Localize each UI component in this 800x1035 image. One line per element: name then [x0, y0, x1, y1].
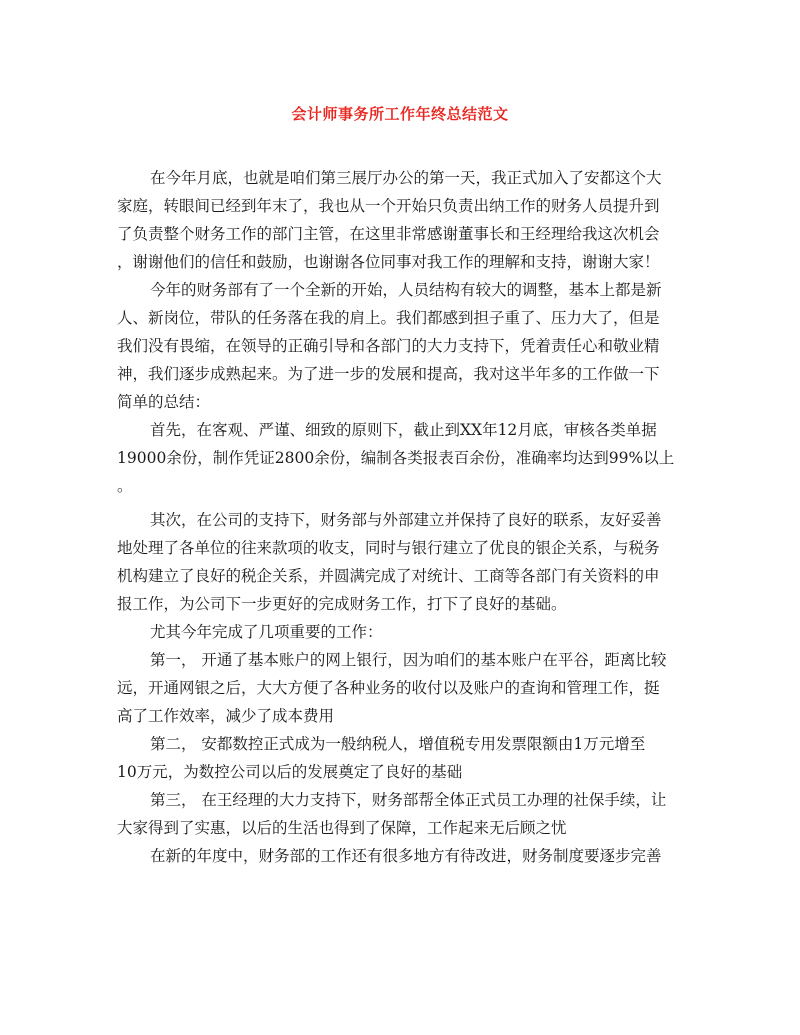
text-line: 了负责整个财务工作的部门主管，在这里非常感谢董事长和王经理给我这次机会	[117, 225, 660, 243]
text-line: 简单的总结：	[117, 393, 211, 411]
text-line: 第二， 安都数控正式成为一般纳税人，增值税专用发票限额由1万元增至	[150, 735, 646, 753]
text-line: 家庭，转眼间已经到年末了，我也从一个开始只负责出纳工作的财务人员提升到	[117, 197, 660, 215]
text-line: 高了工作效率，减少了成本费用	[117, 707, 335, 725]
document-title: 会计师事务所工作年终总结范文	[291, 105, 509, 123]
text-line: 尤其今年完成了几项重要的工作：	[150, 623, 383, 641]
text-line: 远，开通网银之后，大大方便了各种业务的收付以及账户的查询和管理工作，挺	[117, 679, 660, 697]
text-line: 人、新岗位，带队的任务落在我的肩上。我们都感到担子重了、压力大了，但是	[117, 309, 660, 327]
text-line: 。	[117, 477, 133, 495]
text-line: 报工作，为公司下一步更好的完成财务工作，打下了良好的基础。	[117, 595, 567, 613]
text-line: 第三， 在王经理的大力支持下，财务部帮全体正式员工办理的社保手续，让	[150, 791, 667, 809]
text-line: 我们没有畏缩，在领导的正确引导和各部门的大力支持下，凭着责任心和敬业精	[117, 337, 660, 355]
text-line: 其次，在公司的支持下，财务部与外部建立并保持了良好的联系，友好妥善	[150, 511, 662, 529]
text-line: 10万元，为数控公司以后的发展奠定了良好的基础	[117, 763, 463, 781]
text-line: 地处理了各单位的往来款项的收支，同时与银行建立了优良的银企关系，与税务	[117, 539, 660, 557]
text-line: 今年的财务部有了一个全新的开始，人员结构有较大的调整，基本上都是新	[150, 281, 662, 299]
text-line: ，谢谢他们的信任和鼓励，也谢谢各位同事对我工作的理解和支持，谢谢大家！	[117, 253, 660, 271]
text-line: 大家得到了实惠，以后的生活也得到了保障，工作起来无后顾之忧	[117, 819, 567, 837]
text-line: 第一， 开通了基本账户的网上银行，因为咱们的基本账户在平谷，距离比较	[150, 651, 667, 669]
text-line: 在今年月底，也就是咱们第三展厅办公的第一天，我正式加入了安都这个大	[150, 169, 662, 187]
document-body	[117, 164, 677, 870]
text-line: 首先，在客观、严谨、细致的原则下，截止到XX年12月底，审核各类单据	[150, 421, 657, 439]
text-line: 神，我们逐步成熟起来。为了进一步的发展和提高，我对这半年多的工作做一下	[117, 365, 660, 383]
text-line: 19000余份，制作凭证2800余份，编制各类报表百余份，准确率均达到99%以上	[117, 449, 675, 467]
text-line: 在新的年度中，财务部的工作还有很多地方有待改进，财务制度要逐步完善	[150, 847, 662, 865]
text-line: 机构建立了良好的税企关系，并圆满完成了对统计、工商等各部门有关资料的申	[117, 567, 660, 585]
